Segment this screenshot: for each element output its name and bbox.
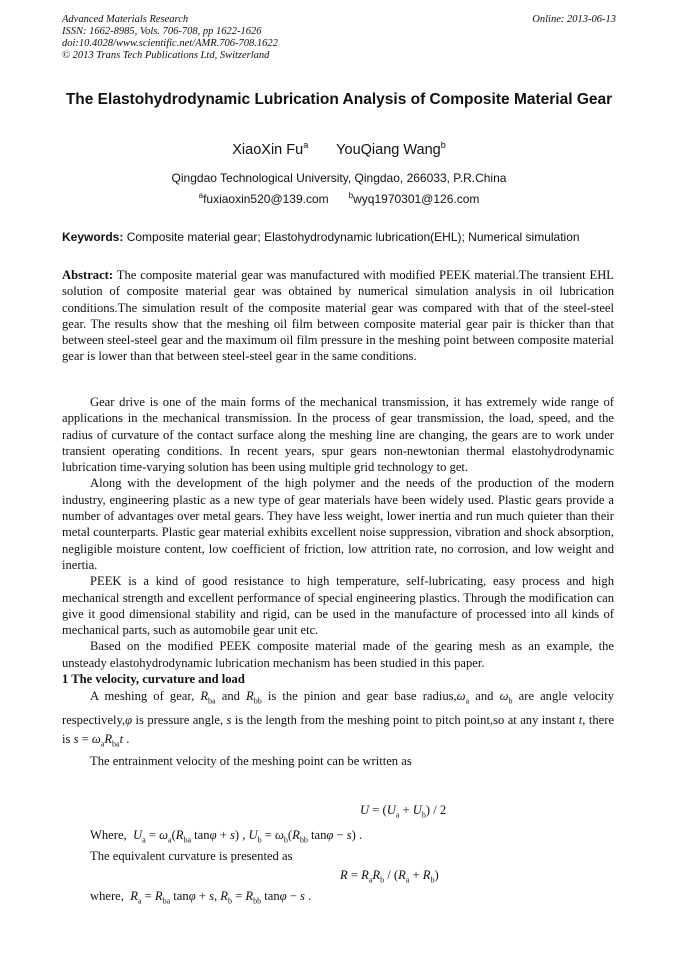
paragraph-1: Gear drive is one of the main forms of the mechanical transmission, it has extremely wide range of applications in the mechanical transmission. In the process of gear transmission, the load, speed, and the radius of curvature of the contact surface along the meshing line are changing, the gears are to work under transient operating conditions. In recent years, spur gears non-newtonian thermal elastohydrodynamic lubrication time-varying solution has been using multiple grid technology to get. [62, 395, 614, 475]
paper-title: The Elastohydrodynamic Lubrication Analysis of Composite Material Gear [65, 91, 613, 108]
doi-line: doi:10.4028/www.scientific.net/AMR.706-708.1622 [62, 38, 278, 49]
author-2: YouQiang Wang [336, 141, 441, 158]
section-paragraph-1: A meshing of gear, $R_{ba}$ and $R_{bb}$ is the pinion and gear base $radius,\omega_a$ and $\omega_b$ are angle velocity respectively,φ is pressure angle, s is the length from the meshing point to pitch point,so at any instant t, there is $s = \omega_aR_{ba}t$ . [62, 689, 615, 749]
equation-velocity-where: Where, $U_a = \omega_a(R_{ba}$ tanφ + s) , $U_b = \omega_b(R_{bb}$ tanφ − s) . [90, 828, 363, 845]
email-2-sup: b [348, 191, 354, 200]
copyright-line: © 2013 Trans Tech Publications Ltd, Switzerland [62, 50, 270, 61]
email-2[interactable]: wyq1970301@126.com [353, 192, 480, 206]
keywords [62, 230, 618, 244]
author-list [60, 140, 618, 158]
author-2-sup: b [440, 140, 446, 150]
paragraph-4: Based on the modified PEEK composite material made of the gearing mesh as an example, the unsteady elastohydrodynamic lubrication mechanism has been studied in this paper. [62, 639, 614, 670]
section-heading: 1 The velocity, curvature and load [62, 672, 245, 687]
intro-paragraphs [62, 394, 614, 770]
section-paragraph-4: The equivalent curvature is presented as [90, 849, 293, 863]
author-1: XiaoXin Fu [232, 141, 304, 158]
paragraph-3: PEEK is a kind of good resistance to high temperature, self-lubricating, easy process and high mechanical strength and excellent performance of special engineering plastics. Through the modification can give it good dimensional stability and rigid, can be used in the manufacture of processed into all kinds of mechanical parts, such as automobile gear unit etc. [62, 574, 614, 638]
online-date: Online: 2013-06-13 [532, 14, 616, 25]
paragraph-2: Along with the development of the high polymer and the needs of the production of the modern industry, engineering plastic as a new type of gear materials have been widely used. Plastic gears provide a number of advantages over metal gears. They have less weight, lower inertia and run much quieter than their metal counterparts. Plastic gear material exhibits excellent noise suppression, vibration and shock absorption, negligible moisture content, low coefficient of friction, low attrition rate, no corrosion, and low weight and inertia. [62, 476, 614, 572]
issn-line: ISSN: 1662-8985, Vols. 706-708, pp 1622-1626 [62, 26, 262, 37]
equation-curvature: $R = R_aR_b / (R_a + R_b)$ [340, 868, 439, 885]
email-1[interactable]: fuxiaoxin520@139.com [203, 192, 329, 206]
keywords-text: Composite material gear; Elastohydrodynamic lubrication(EHL); Numerical simulation [126, 230, 580, 244]
email-line [60, 191, 618, 206]
keywords-label: Keywords: [62, 230, 124, 244]
journal-name: Advanced Materials Research [62, 14, 189, 25]
section-paragraph-2: The entrainment velocity of the meshing point can be written as [90, 754, 412, 769]
journal-header [62, 14, 616, 62]
abstract [62, 267, 614, 365]
equation-velocity: $U = (U_a + U_b) / 2$ [360, 803, 447, 820]
equation-curvature-where: where, $R_a = R_{ba}$ tanφ + s, $R_b = R_{bb}$ tanφ − s . [90, 889, 312, 906]
affiliation: Qingdao Technological University, Qingdao, 266033, P.R.China [171, 171, 507, 185]
author-1-sup: a [303, 140, 309, 150]
abstract-label: Abstract: [62, 268, 114, 282]
email-1-sup: a [198, 191, 204, 200]
abstract-text: The composite material gear was manufactured with modified PEEK material.The transient EHL solution of composite material gear was obtained by numerical simulation analysis in oil lubrication conditions.The simulation result of the composite material gear was compared with that of the steel-steel gear. The results show that the meshing oil film between composite material gear pair is thicker than that between steel-steel gear and the maximum oil film pressure in the meshing point between composite material gear is lower than that between steel-steel gear in the same conditions. [62, 268, 615, 364]
